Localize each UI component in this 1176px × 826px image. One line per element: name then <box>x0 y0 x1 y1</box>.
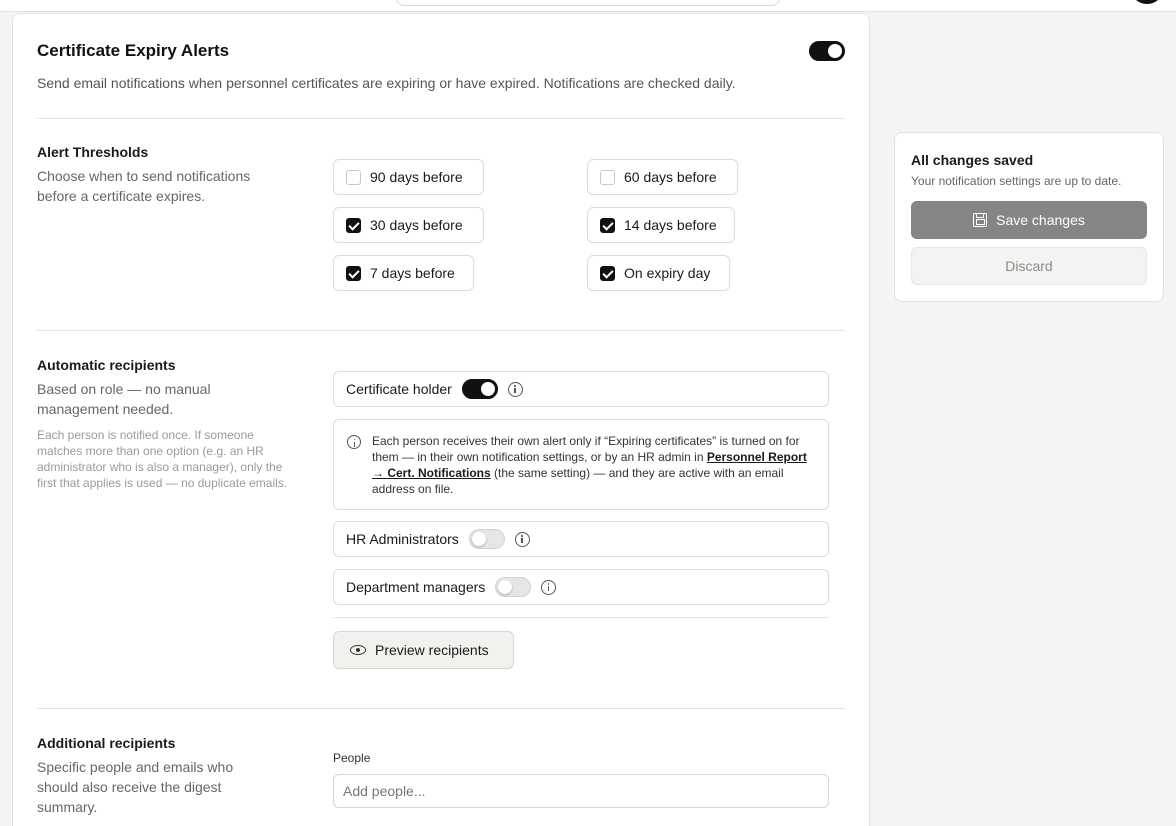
discard-button[interactable]: Discard <box>911 247 1147 285</box>
threshold-30-days[interactable] <box>333 207 484 243</box>
threshold-expiry-day[interactable] <box>587 255 730 291</box>
people-label: People <box>333 751 371 765</box>
threshold-60-days[interactable] <box>587 159 738 195</box>
people-input[interactable] <box>333 774 829 808</box>
settings-card <box>12 13 870 826</box>
eye-icon <box>350 645 366 655</box>
additional-recipients-title: Additional recipients <box>37 735 176 751</box>
thresholds-title: Alert Thresholds <box>37 144 149 160</box>
checkmark-icon <box>346 218 361 233</box>
checkmark-icon <box>600 218 615 233</box>
avatar[interactable] <box>1130 0 1164 4</box>
divider <box>37 118 845 119</box>
threshold-label: 30 days before <box>370 217 463 233</box>
recipient-row-certificate-holder <box>333 371 829 407</box>
department-managers-toggle[interactable] <box>495 577 531 597</box>
floppy-disk-icon <box>973 213 987 227</box>
personnel-report-link[interactable]: Personnel Report → Cert. Notifications <box>372 450 807 480</box>
page-title: Certificate Expiry Alerts <box>37 41 230 60</box>
recipient-notice <box>333 419 829 510</box>
info-icon[interactable] <box>541 580 556 595</box>
threshold-label: 90 days before <box>370 169 463 185</box>
divider <box>37 330 845 331</box>
hr-administrators-toggle[interactable] <box>469 529 505 549</box>
divider <box>333 617 829 618</box>
alerts-enabled-toggle[interactable] <box>809 41 845 61</box>
thresholds-description: Choose when to send notifications before a certificate expires. <box>37 168 251 204</box>
save-status-subtitle: Your notification settings are up to date. <box>911 174 1122 188</box>
top-bar <box>0 0 1176 12</box>
threshold-label: 14 days before <box>624 217 717 233</box>
info-icon[interactable] <box>508 382 523 397</box>
recipient-label: HR Administrators <box>346 531 459 547</box>
recipient-row-department-managers <box>333 569 829 605</box>
save-label: Save changes <box>996 212 1085 228</box>
save-panel <box>894 132 1164 302</box>
checkmark-icon <box>346 266 361 281</box>
preview-recipients-button[interactable] <box>333 631 514 669</box>
threshold-label: 60 days before <box>624 169 717 185</box>
recipient-label: Certificate holder <box>346 381 452 397</box>
threshold-7-days[interactable] <box>333 255 474 291</box>
recipient-label: Department managers <box>346 579 486 595</box>
notice-text: Each person receives their own alert only if “Expiring certificates” is turned on for them — in their own notification settings, or by an HR admin in <box>372 434 800 464</box>
automatic-recipients-title: Automatic recipients <box>37 357 176 373</box>
automatic-recipients-description: Based on role — no manual management needed. <box>37 381 211 417</box>
preview-label: Preview recipients <box>375 642 489 658</box>
checkbox-icon <box>346 170 361 185</box>
global-search-input[interactable] <box>396 0 780 6</box>
notice-text-end: (the same setting) — and they are active with an email address on file. <box>372 466 784 496</box>
page-description: Send email notifications when personnel certificates are expiring or have expired. Notifications are checked daily. <box>37 75 736 91</box>
automatic-recipients-note: Each person is notified once. If someone matches more than one option (e.g. an HR administrator who is also a manager), only the first that applies is used — no duplicate emails. <box>37 428 288 490</box>
recipient-row-hr-administrators <box>333 521 829 557</box>
info-icon <box>347 435 361 449</box>
info-icon[interactable] <box>515 532 530 547</box>
certificate-holder-toggle[interactable] <box>462 379 498 399</box>
threshold-label: 7 days before <box>370 265 455 281</box>
save-changes-button[interactable] <box>911 201 1147 239</box>
checkbox-icon <box>600 170 615 185</box>
divider <box>37 708 845 709</box>
additional-recipients-description: Specific people and emails who should also receive the digest summary. <box>37 759 234 815</box>
threshold-14-days[interactable] <box>587 207 735 243</box>
threshold-90-days[interactable] <box>333 159 484 195</box>
checkmark-icon <box>600 266 615 281</box>
save-status-title: All changes saved <box>911 152 1034 168</box>
threshold-label: On expiry day <box>624 265 711 281</box>
